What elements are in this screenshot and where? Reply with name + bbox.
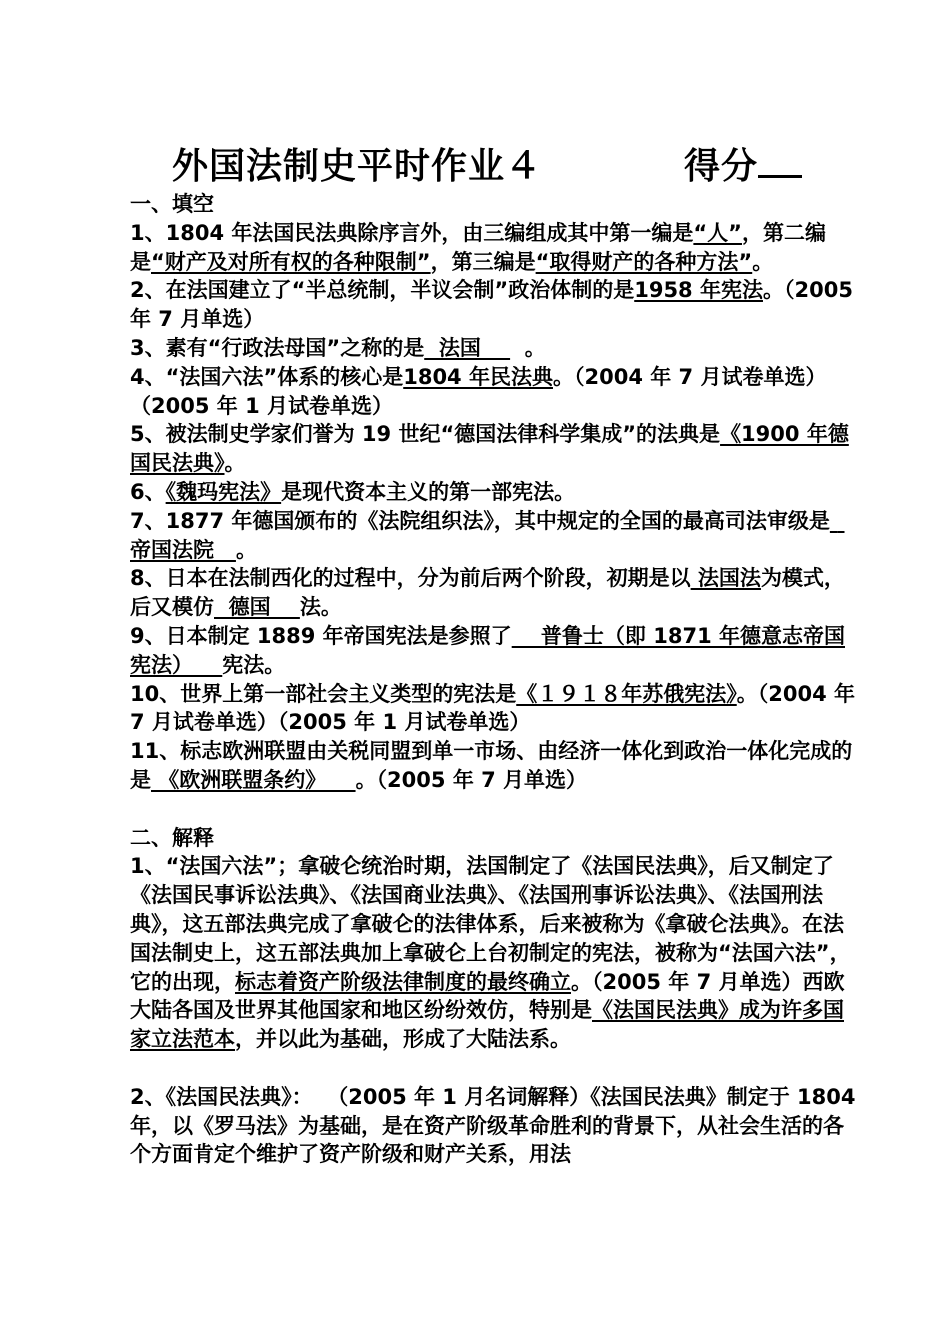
spacer [130,1054,860,1083]
spacer [130,795,860,824]
answer: 法国法 [690,566,761,591]
answer: 《欧洲联盟条约》 [151,767,356,792]
question-3: 3、素有“行政法母国”之称的是 法国 。 [130,335,546,360]
question-7: 7、1877 年德国颁布的《法院组织法》，其中规定的全国的最高司法审级是 帝国法院 。 [130,508,845,562]
question-1: 1、1804 年法国民法典除序言外，由三编组成其中第一编是“人”，第二编是“财产及对所有权的各种限制”，第三编是“取得财产的各种方法”。 [130,220,826,274]
question-8: 8、日本在法制西化的过程中，分为前后两个阶段，初期是以 法国法为模式，后又模仿 德国 法。 [130,566,845,620]
answer: 《法国民法典》成为许多国家立法范本 [130,998,844,1052]
question-6: 6、《魏玛宪法》是现代资本主义的第一部宪法。 [130,479,576,504]
answer: 1958 年宪法 [634,278,763,303]
answer: 法国 [424,335,511,360]
page-title [172,138,759,189]
answer: 1804 年民法典 [403,364,553,389]
document-body [130,190,863,1169]
question-2: 2、在法国建立了“半总统制，半议会制”政治体制的是1958 年宪法。（2005 年 7 月单选） [130,278,853,332]
section-heading-explain: 二、解释 [130,825,214,850]
answer: “人” [693,220,742,245]
question-5: 5、被法制史学家们誉为 19 世纪“德国法律科学集成”的法典是《1900 年德国民法典》。 [130,422,849,476]
title-text: 外国法制史平时作业４ [172,146,543,187]
section-heading-fill-in: 一、填空 [130,192,214,216]
explanation-2: 2、《法国民法典》： （2005 年 1 月名词解释）《法国民法典》制定于 1804 年，以《罗马法》为基础，是在资产阶级革命胜利的背景下，从社会生活的各个方面肯定个维护了资产阶级和财产关系，用法 [130,1084,863,1167]
answer: “取得财产的各种方法” [535,249,753,274]
score-field [684,138,802,189]
answer: 标志着资产阶级法律制度的最终确立 [235,969,571,994]
score-blank [758,145,802,178]
answer: 德国 [214,595,300,620]
question-11: 11、标志欧洲联盟由关税同盟到单一市场、由经济一体化到政治一体化完成的是 《欧洲联盟条约》 。（2005 年 7 月单选） [130,739,853,792]
answer: 帝国法院 [130,508,845,562]
question-10: 10、世界上第一部社会主义类型的宪法是《１９１８年苏俄宪法》。（2004 年 7 月试卷单选）（2005 年 1 月试卷单选） [130,681,855,735]
answer: 普鲁士（即 1871 年德意志帝国宪法） [130,623,845,677]
answer: 《１９１８年苏俄宪法》 [516,681,737,706]
question-4: 4、“法国六法”体系的核心是1804 年民法典。（2004 年 7 月试卷单选）（2005 年 1 月试卷单选） [130,364,827,418]
answer: 《1900 年德国民法典》 [130,422,849,476]
score-label: 得分 [684,146,759,187]
answer: 《魏玛宪法》 [165,479,282,504]
question-9: 9、日本制定 1889 年帝国宪法是参照了 普鲁士（即 1871 年德意志帝国宪法） 宪法。 [130,623,845,677]
explanation-1: 1、“法国六法”；拿破仑统治时期，法国制定了《法国民法典》，后又制定了《法国民事诉讼法典》、《法国商业法典》、《法国刑事诉讼法典》、《法国刑法典》，这五部法典完成了拿破仑的法律体系，后来被称为《拿破仑法典》。在法国法制史上，这五部法典加上拿破仑上台初制定的宪法，被称为“法国六法”，它的出现，标志着资产阶级法律制度的最终确立。（2005 年 7 月单选）西欧大陆各国及世界其他国家和地区纷纷效仿，特别是《法国民法典》成为许多国家立法范本，并以此为基础，形成了大陆法系。 [130,854,851,1052]
answer: “财产及对所有权的各种限制” [151,249,431,274]
